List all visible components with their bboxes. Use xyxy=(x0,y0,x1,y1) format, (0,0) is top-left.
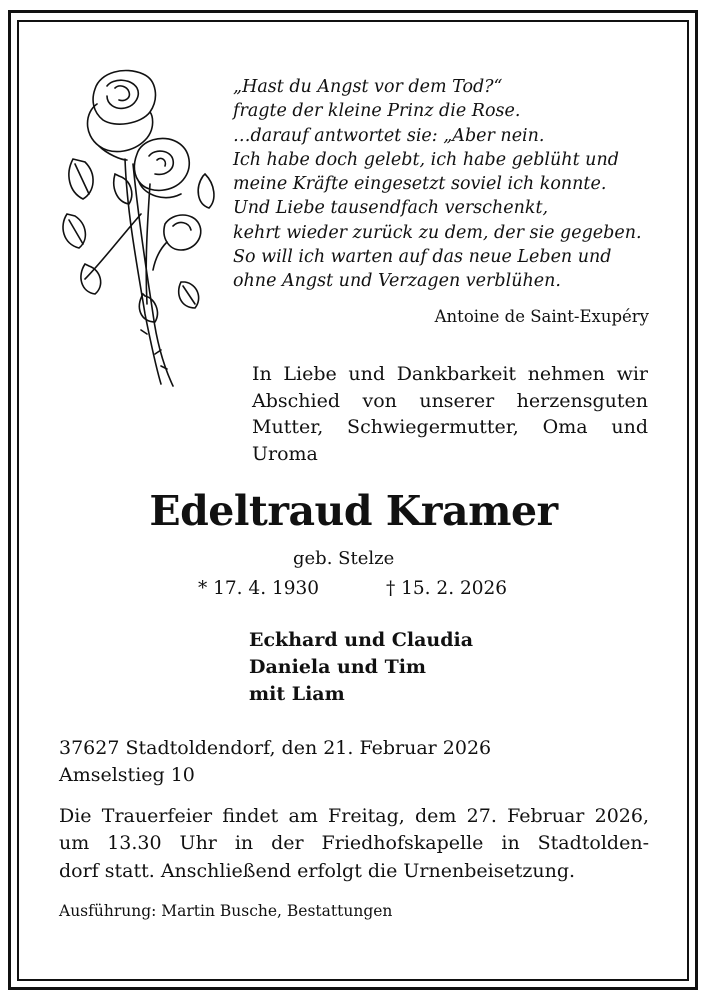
mourner-line: Daniela und Tim xyxy=(249,656,427,678)
poem-line: Ich habe doch gelebt, ich habe geblüht und xyxy=(233,149,619,170)
farewell-line: In Liebe und Dankbarkeit nehmen wir xyxy=(252,363,648,385)
death-date: † 15. 2. 2026 xyxy=(386,578,508,599)
mourner-line: Eckhard und Claudia xyxy=(249,629,474,651)
poem-line: Und Liebe tausendfach verschenkt, xyxy=(233,198,549,219)
undertaker: Ausführung: Martin Busche, Bestattungen xyxy=(59,902,393,920)
address-line: 37627 Stadtoldendorf, den 21. Februar 2026 xyxy=(59,737,492,759)
poem-line: …darauf antwortet sie: „Aber nein. xyxy=(233,125,545,146)
ceremony-text xyxy=(59,803,649,885)
farewell-line: Uroma xyxy=(252,442,318,465)
ceremony-line: um 13.30 Uhr in der Friedhofskapelle in Stadtolden- xyxy=(59,832,649,855)
farewell-text xyxy=(252,361,648,467)
poem xyxy=(233,75,653,294)
poem-line: „Hast du Angst vor dem Tod?“ xyxy=(233,77,503,97)
rose-icon xyxy=(55,64,220,389)
deceased-name: Edeltraud Kramer xyxy=(149,487,558,535)
ceremony-line: Die Trauerfeier findet am Freitag, dem 27. Februar 2026, xyxy=(59,805,649,827)
ceremony-line: dorf statt. Anschließend erfolgt die Urnenbeisetzung. xyxy=(59,859,576,882)
poem-line: So will ich warten auf das neue Leben und xyxy=(233,247,612,268)
mourner-line: mit Liam xyxy=(249,683,345,705)
poem-line: kehrt wieder zurück zu dem, der sie gegeben. xyxy=(233,222,642,243)
poem-line: meine Kräfte eingesetzt soviel ich konnte. xyxy=(233,174,607,195)
address xyxy=(59,735,491,789)
mourners xyxy=(249,627,473,708)
farewell-line: Abschied von unserer herzensguten xyxy=(252,389,648,412)
farewell-line: Mutter, Schwiegermutter, Oma und xyxy=(252,416,648,438)
poem-line: ohne Angst und Verzagen verblühen. xyxy=(233,271,561,292)
maiden-name: geb. Stelze xyxy=(293,548,395,569)
poem-line: fragte der kleine Prinz die Rose. xyxy=(233,101,521,122)
address-line: Amselstieg 10 xyxy=(59,764,195,786)
birth-date: * 17. 4. 1930 xyxy=(198,578,320,599)
poem-author: Antoine de Saint-Exupéry xyxy=(434,307,649,326)
